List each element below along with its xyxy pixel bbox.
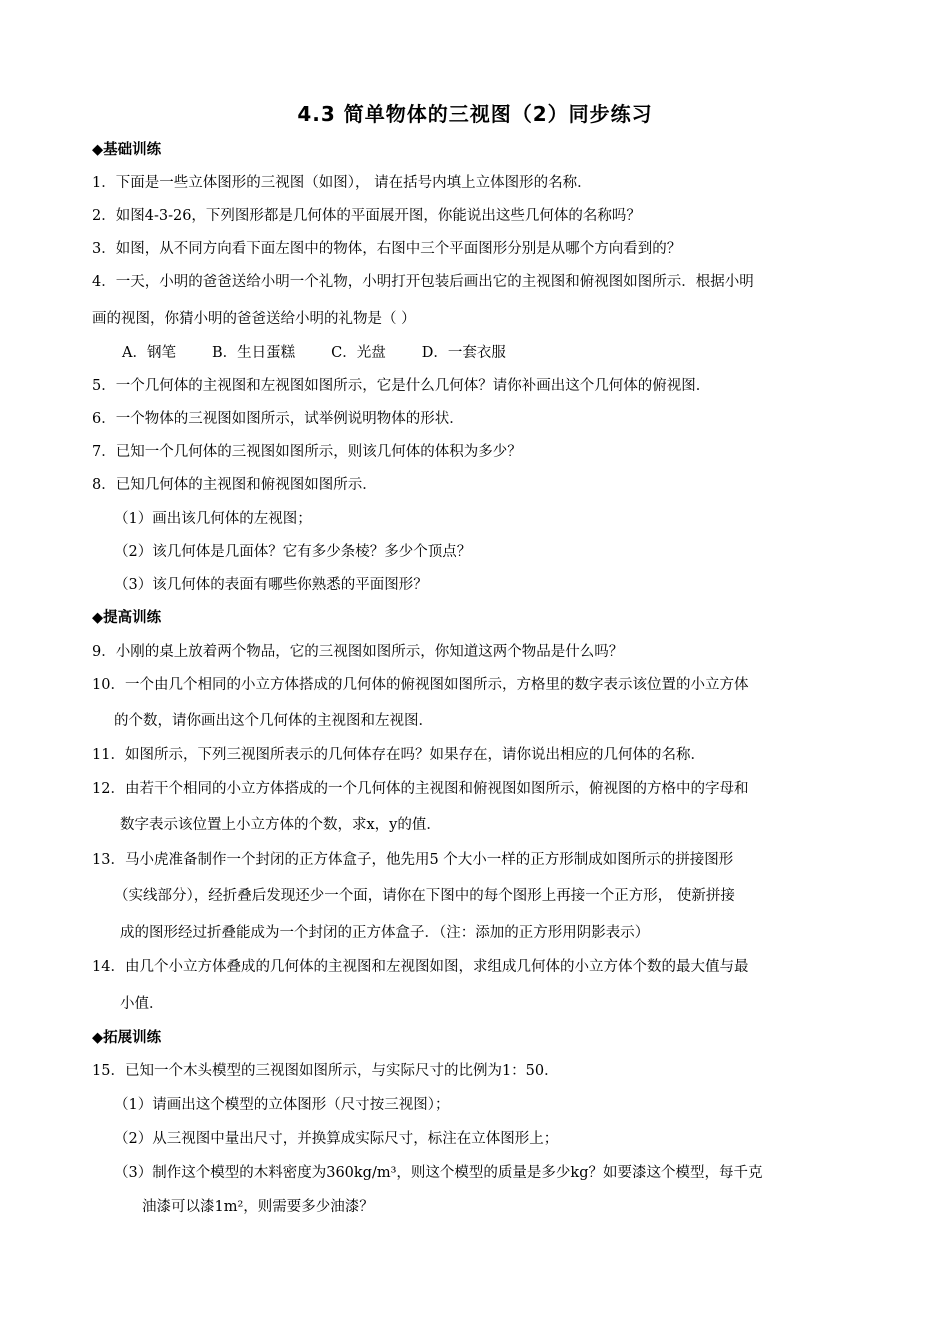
option-c: C．光盘	[331, 345, 386, 361]
question-15-part-2: （2）从三视图中量出尺寸，并换算成实际尺寸，标注在立体图形上；	[114, 1131, 559, 1147]
question-9: 9．小刚的桌上放着两个物品，它的三视图如图所示，你知道这两个物品是什么吗？	[92, 644, 624, 660]
question-8: 8．已知几何体的主视图和俯视图如图所示．	[92, 477, 377, 493]
question-10-line-2: 的个数，请你画出这个几何体的主视图和左视图．	[114, 713, 433, 729]
question-7: 7．已知一个几何体的三视图如图所示，则该几何体的体积为多少？	[92, 444, 522, 460]
option-b: B．生日蛋糕	[211, 345, 296, 361]
question-13-line-1: 13．马小虎准备制作一个封闭的正方体盒子，他先用5 个大小一样的正方形制成如图所示的拼接图形	[92, 852, 734, 868]
option-a: A．钢笔	[122, 345, 176, 361]
question-15-part-3: （3）制作这个模型的木料密度为360kg/m³，则这个模型的质量是多少kg？如要漆这个模型，每千克	[114, 1165, 763, 1181]
question-8-part-3: （3）该几何体的表面有哪些你熟悉的平面图形？	[114, 577, 428, 593]
question-8-part-2: （2）该几何体是几面体？它有多少条棱？多少个顶点？	[114, 544, 472, 560]
question-1: 1．下面是一些立体图形的三视图（如图）， 请在括号内填上立体图形的名称．	[92, 175, 592, 191]
question-15-part-3-cont: 油漆可以漆1m²，则需要多少油漆？	[142, 1199, 374, 1215]
question-12-line-2: 数字表示该位置上小立方体的个数，求x，y的值．	[120, 817, 441, 833]
question-14-line-1: 14．由几个小立方体叠成的几何体的主视图和左视图如图，求组成几何体的小立方体个数的最大值与最	[92, 959, 749, 975]
question-3: 3．如图，从不同方向看下面左图中的物体，右图中三个平面图形分别是从哪个方向看到的？	[92, 241, 682, 257]
question-8-part-1: （1）画出该几何体的左视图；	[114, 511, 312, 527]
question-15-part-1: （1）请画出这个模型的立体图形（尺寸按三视图）；	[114, 1097, 450, 1113]
question-4-line-1: 4．一天，小明的爸爸送给小明一个礼物，小明打开包装后画出它的主视图和俯视图如图所示．根据小明	[92, 274, 754, 290]
question-13-line-2: （实线部分），经折叠后发现还少一个面，请你在下图中的每个图形上再接一个正方形， 使新拼接	[114, 888, 735, 904]
section-basic: ◆基础训练	[92, 142, 162, 158]
question-5: 5．一个几何体的主视图和左视图如图所示，它是什么几何体？请你补画出这个几何体的俯视图．	[92, 378, 711, 394]
question-10-line-1: 10．一个由几个相同的小立方体搭成的几何体的俯视图如图所示，方格里的数字表示该位置的小立方体	[92, 677, 749, 693]
question-12-line-1: 12．由若干个相同的小立方体搭成的一个几何体的主视图和俯视图如图所示，俯视图的方格中的字母和	[92, 781, 749, 797]
question-15: 15．已知一个木头模型的三视图如图所示，与实际尺寸的比例为1：50．	[92, 1063, 559, 1079]
question-13-line-3: 成的图形经过折叠能成为一个封闭的正方体盒子．（注：添加的正方形用阴影表示）	[120, 925, 650, 941]
question-4-options	[122, 344, 542, 362]
question-11: 11．如图所示，下列三视图所表示的几何体存在吗？如果存在，请你说出相应的几何体的名称．	[92, 747, 705, 763]
question-4-line-2: 画的视图，你猜小明的爸爸送给小明的礼物是（ ）	[92, 311, 416, 327]
section-extend: ◆拓展训练	[92, 1030, 162, 1046]
option-d: D．一套衣服	[421, 345, 506, 361]
question-6: 6．一个物体的三视图如图所示，试举例说明物体的形状．	[92, 411, 464, 427]
question-14-line-2: 小值．	[120, 996, 164, 1012]
section-advanced: ◆提高训练	[92, 610, 162, 626]
page-title: 4.3 简单物体的三视图（2）同步练习	[297, 102, 653, 126]
question-2: 2．如图4-3-26，下列图形都是几何体的平面展开图，你能说出这些几何体的名称吗？	[92, 208, 641, 224]
